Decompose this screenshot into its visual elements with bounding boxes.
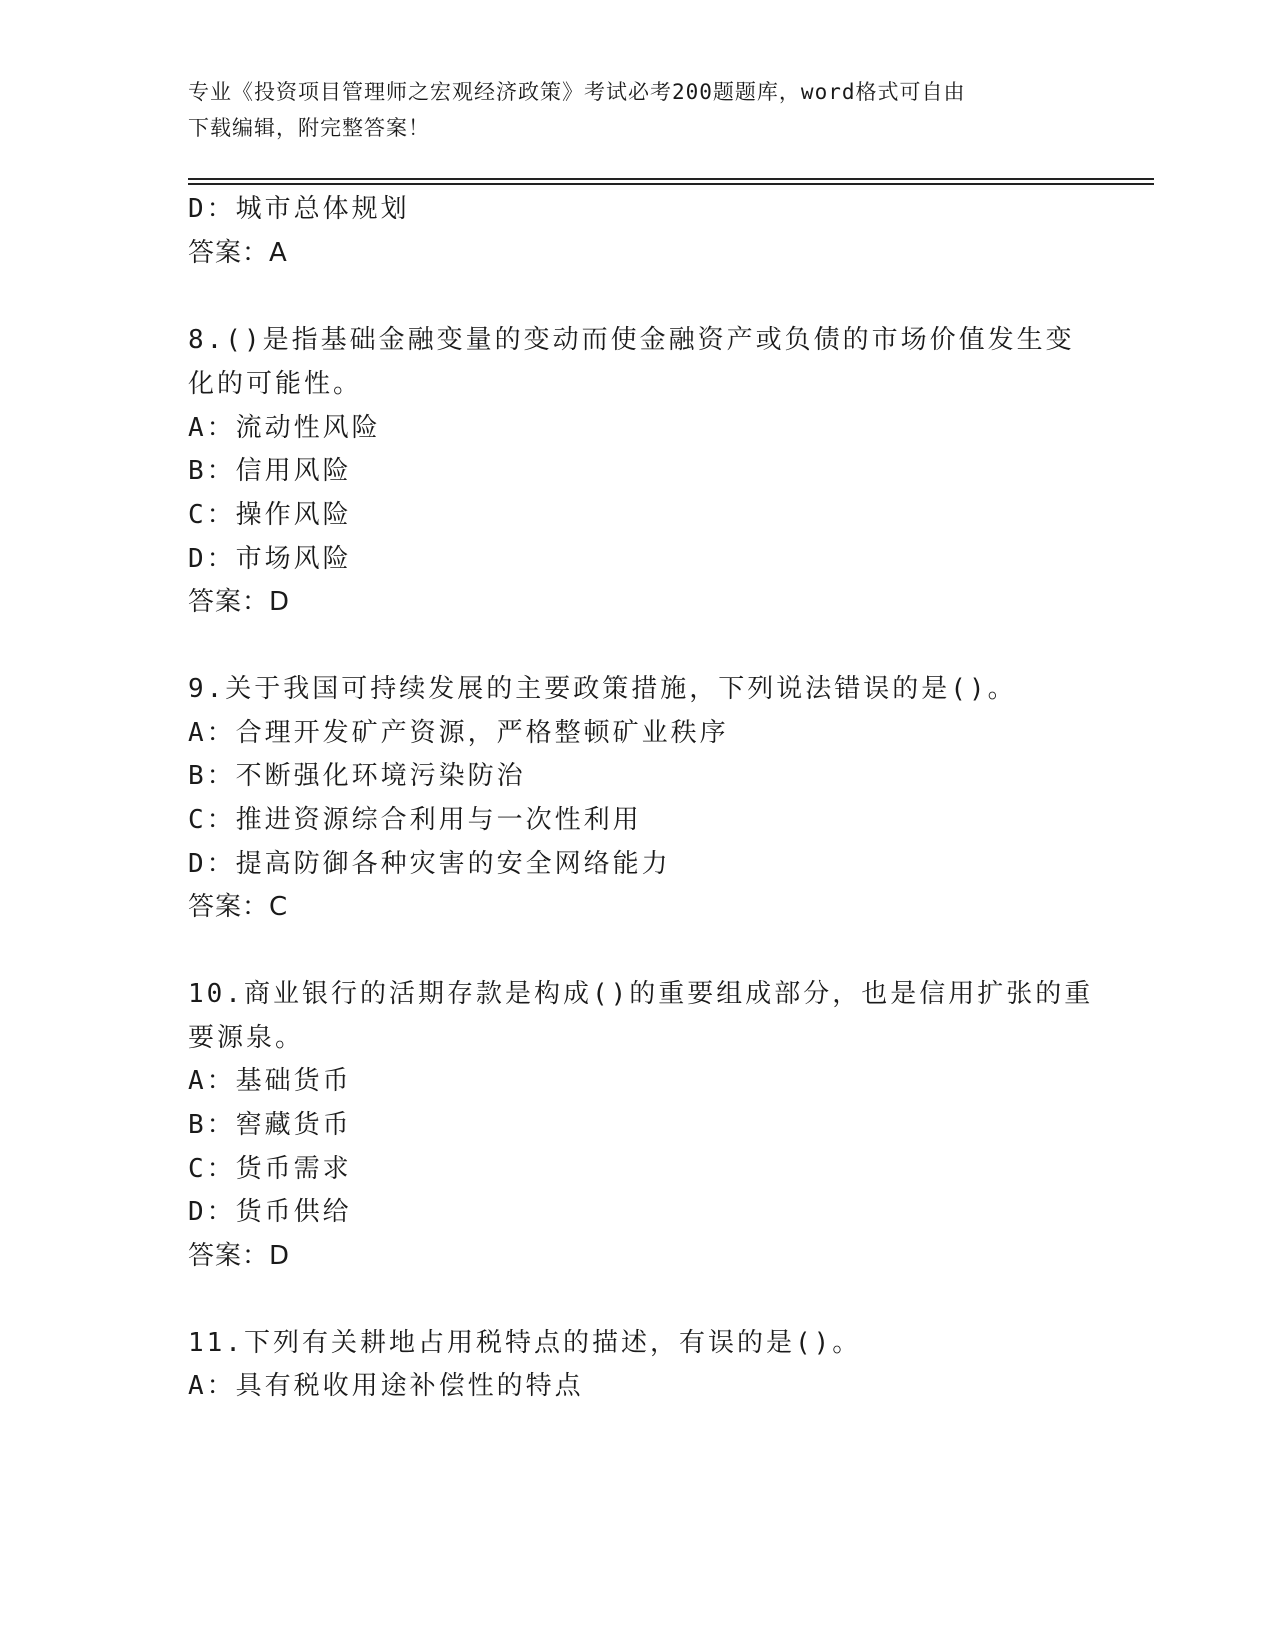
question-8-answer: 答案：D [188, 587, 291, 617]
carryover-answer: 答案：A [188, 238, 288, 268]
question-10-option-a: A：基础货币 [188, 1066, 352, 1096]
question-9-option-d: D：提高防御各种灾害的安全网络能力 [188, 849, 671, 879]
header-line-1: 专业《投资项目管理师之宏观经济政策》考试必考200题题库，word格式可自由 [188, 80, 966, 104]
question-9-option-c: C：推进资源综合利用与一次性利用 [188, 805, 642, 835]
question-10-option-c: C：货币需求 [188, 1154, 352, 1184]
question-11-option-a: A：具有税收用途补偿性的特点 [188, 1371, 584, 1401]
document-header [188, 74, 1088, 146]
question-9-option-a: A：合理开发矿产资源，严格整顿矿业秩序 [188, 718, 729, 748]
question-11-stem-line-1: 11.下列有关耕地占用税特点的描述，有误的是()。 [188, 1328, 862, 1358]
question-10-option-d: D：货币供给 [188, 1197, 352, 1227]
question-8-stem-line-1: 8.()是指基础金融变量的变动而使金融资产或负债的市场价值发生变 [188, 325, 1075, 355]
question-8-option-d: D：市场风险 [188, 544, 352, 574]
question-8-stem-line-2: 化的可能性。 [188, 369, 363, 399]
header-line-2: 下载编辑，附完整答案！ [188, 116, 430, 140]
header-divider-bottom [188, 183, 1154, 185]
question-9-answer: 答案：C [188, 892, 289, 922]
question-10-option-b: B：窖藏货币 [188, 1110, 352, 1140]
question-10-answer: 答案：D [188, 1241, 291, 1271]
header-divider-top [188, 178, 1154, 180]
question-8-option-c: C：操作风险 [188, 500, 352, 530]
question-8-option-a: A：流动性风险 [188, 413, 381, 443]
question-10-stem-line-2: 要源泉。 [188, 1023, 305, 1053]
question-9-option-b: B：不断强化环境污染防治 [188, 761, 526, 791]
question-10-stem-line-1: 10.商业银行的活期存款是构成()的重要组成部分，也是信用扩张的重 [188, 979, 1094, 1009]
carryover-option-d: D：城市总体规划 [188, 194, 410, 224]
question-8-option-b: B：信用风险 [188, 456, 352, 486]
question-9-stem-line-1: 9.关于我国可持续发展的主要政策措施，下列说法错误的是()。 [188, 674, 1017, 704]
